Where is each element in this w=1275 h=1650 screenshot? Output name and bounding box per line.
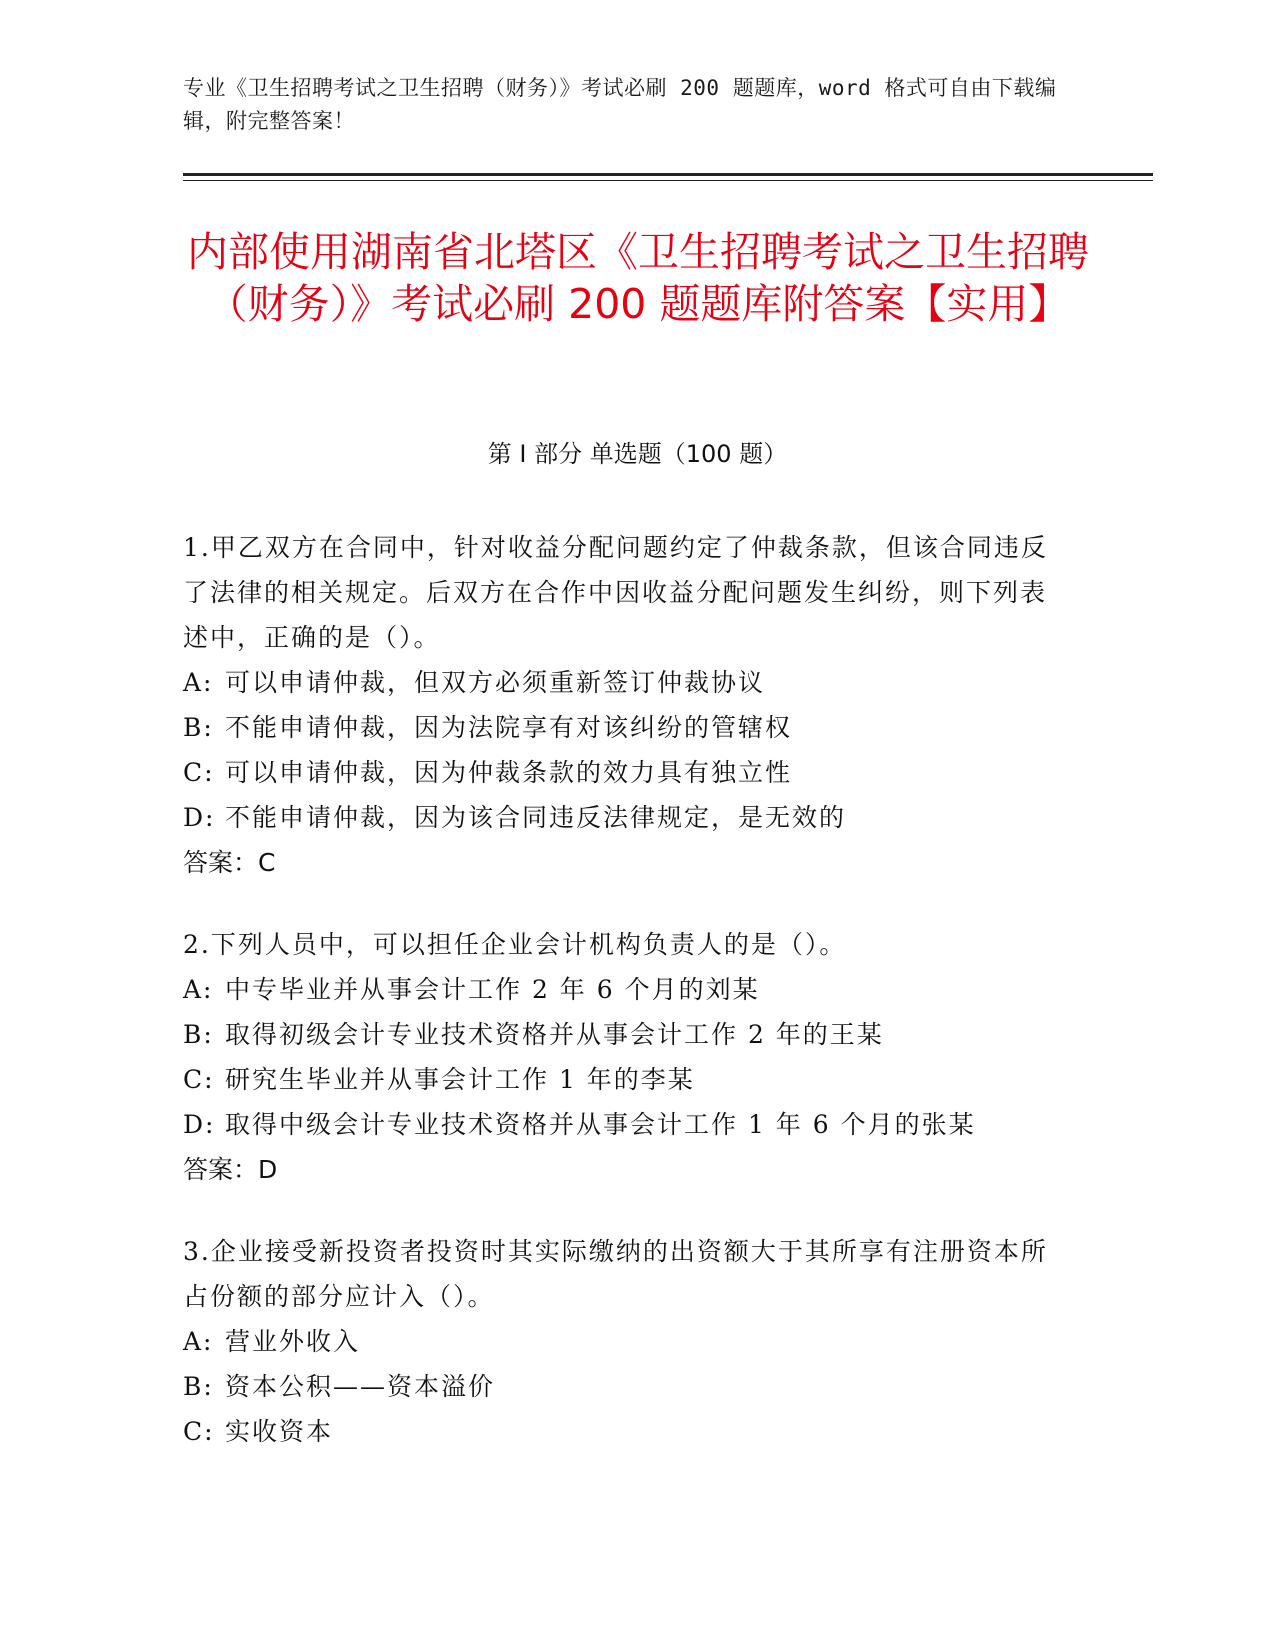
option-letter: B:: [183, 713, 214, 742]
question-2: [183, 922, 1063, 1192]
option-c: [183, 750, 1063, 795]
option-b: [183, 1012, 1063, 1057]
option-letter: C:: [183, 1417, 215, 1446]
option-c: [183, 1409, 1063, 1454]
option-letter: A:: [183, 668, 214, 697]
option-text: 取得中级会计专业技术资格并从事会计工作 1 年 6 个月的张某: [225, 1110, 976, 1139]
option-text: 不能申请仲裁，因为法院享有对该纠纷的管辖权: [225, 713, 793, 742]
option-a: [183, 660, 1063, 705]
question-list: [183, 525, 1063, 1491]
option-letter: B:: [183, 1372, 214, 1401]
option-text: 研究生毕业并从事会计工作 1 年的李某: [225, 1065, 695, 1094]
question-stem: 2.下列人员中，可以担任企业会计机构负责人的是（）。: [183, 930, 847, 959]
option-letter: B:: [183, 1020, 214, 1049]
option-d: [183, 795, 1063, 840]
option-a: [183, 967, 1063, 1012]
question-1: [183, 525, 1063, 885]
option-text: 取得初级会计专业技术资格并从事会计工作 2 年的王某: [225, 1020, 884, 1049]
question-stem: 1.甲乙双方在合同中，针对收益分配问题约定了仲裁条款，但该合同违反了法律的相关规定。后双方在合作中因收益分配问题发生纠纷，则下列表述中，正确的是（）。: [183, 533, 1048, 652]
option-letter: C:: [183, 758, 215, 787]
answer-line: 答案：D: [183, 1155, 278, 1184]
option-letter: D:: [183, 803, 216, 832]
option-text: 可以申请仲裁，但双方必须重新签订仲裁协议: [225, 668, 766, 697]
header-divider-thick: [183, 173, 1153, 176]
option-text: 不能申请仲裁，因为该合同违反法律规定，是无效的: [225, 803, 847, 832]
option-text: 实收资本: [225, 1417, 334, 1446]
option-d: [183, 1102, 1063, 1147]
option-text: 可以申请仲裁，因为仲裁条款的效力具有独立性: [225, 758, 793, 787]
option-text: 营业外收入: [225, 1327, 361, 1356]
option-letter: A:: [183, 975, 214, 1004]
section-heading: 第 I 部分 单选题（100 题）: [487, 440, 788, 468]
question-stem: 3.企业接受新投资者投资时其实际缴纳的出资额大于其所享有注册资本所占份额的部分应计入（）。: [183, 1237, 1048, 1311]
option-b: [183, 1364, 1063, 1409]
option-a: [183, 1319, 1063, 1364]
header-note: 专业《卫生招聘考试之卫生招聘（财务）》考试必刷 200 题题库，word 格式可自由下载编辑，附完整答案！: [183, 76, 1057, 133]
document-title: 内部使用湖南省北塔区《卫生招聘考试之卫生招聘（财务）》考试必刷 200 题题库附答案【实用】: [187, 228, 1089, 328]
option-letter: D:: [183, 1110, 216, 1139]
option-letter: A:: [183, 1327, 214, 1356]
option-b: [183, 705, 1063, 750]
option-letter: C:: [183, 1065, 215, 1094]
option-text: 资本公积——资本溢价: [225, 1372, 496, 1401]
option-text: 中专毕业并从事会计工作 2 年 6 个月的刘某: [225, 975, 760, 1004]
option-c: [183, 1057, 1063, 1102]
question-3: [183, 1229, 1063, 1454]
header-divider-thin: [183, 180, 1153, 181]
answer-line: 答案：C: [183, 848, 276, 877]
